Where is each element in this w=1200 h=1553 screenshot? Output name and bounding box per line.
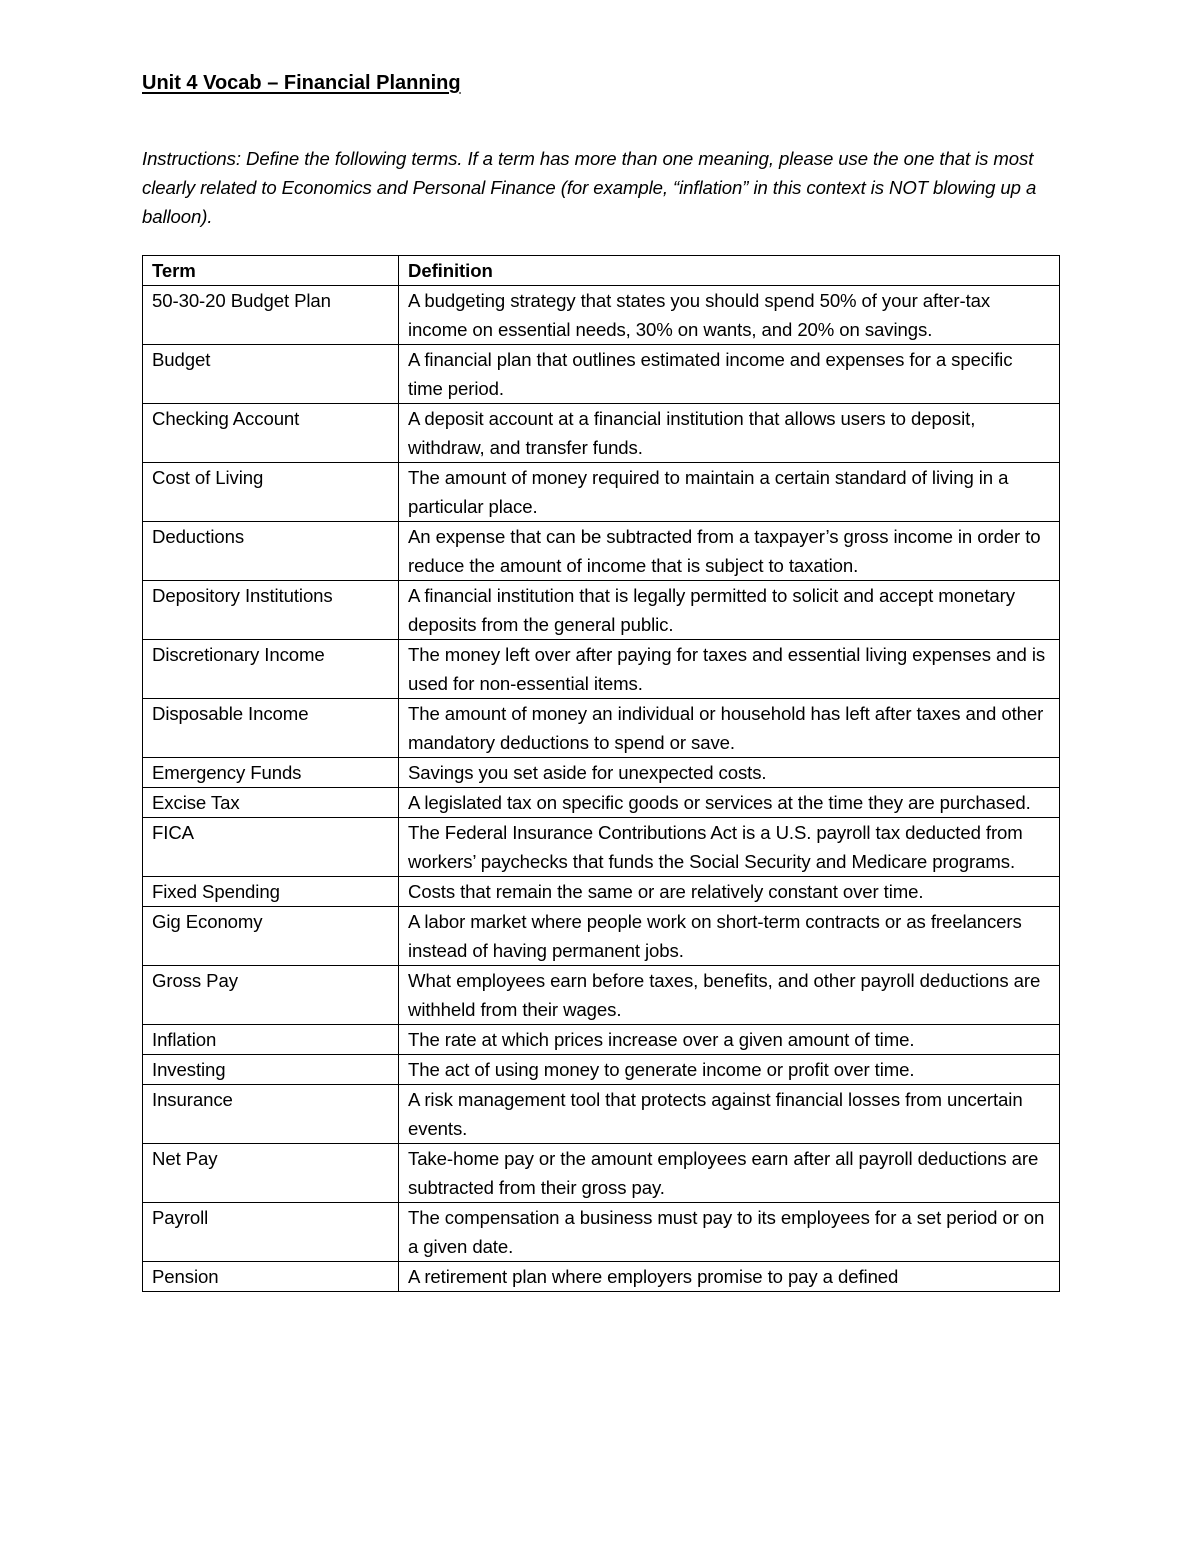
header-definition: Definition — [399, 256, 1060, 286]
term-cell: Gig Economy — [143, 907, 399, 966]
definition-cell: What employees earn before taxes, benefits, and other payroll deductions are withheld from their wages. — [399, 966, 1060, 1025]
term-cell: Cost of Living — [143, 463, 399, 522]
definition-cell: A retirement plan where employers promise to pay a defined — [399, 1262, 1060, 1292]
term-cell: Pension — [143, 1262, 399, 1292]
definition-cell: A labor market where people work on short-term contracts or as freelancers instead of having permanent jobs. — [399, 907, 1060, 966]
instructions-text: Instructions: Define the following terms. If a term has more than one meaning, please use the one that is most clearly related to Economics and Personal Finance (for example, “inflation” in this context is NOT blowing up a balloon). — [142, 148, 1037, 227]
term-cell: Inflation — [143, 1025, 399, 1055]
table-row — [143, 966, 1060, 1025]
table-row — [143, 1203, 1060, 1262]
term-cell: Checking Account — [143, 404, 399, 463]
document-title: Unit 4 Vocab – Financial Planning — [142, 72, 461, 94]
definition-cell: The money left over after paying for taxes and essential living expenses and is used for non-essential items. — [399, 640, 1060, 699]
definition-cell: A financial institution that is legally permitted to solicit and accept monetary deposits from the general public. — [399, 581, 1060, 640]
definition-cell: Take-home pay or the amount employees earn after all payroll deductions are subtracted from their gross pay. — [399, 1144, 1060, 1203]
table-row — [143, 1144, 1060, 1203]
header-term: Term — [143, 256, 399, 286]
table-row — [143, 640, 1060, 699]
term-cell: Investing — [143, 1055, 399, 1085]
definition-cell: A risk management tool that protects against financial losses from uncertain events. — [399, 1085, 1060, 1144]
definition-cell: Savings you set aside for unexpected costs. — [399, 758, 1060, 788]
table-row — [143, 286, 1060, 345]
term-cell: Deductions — [143, 522, 399, 581]
definition-cell: The Federal Insurance Contributions Act is a U.S. payroll tax deducted from workers’ paychecks that funds the Social Security and Medicare programs. — [399, 818, 1060, 877]
table-row — [143, 404, 1060, 463]
definition-cell: A budgeting strategy that states you should spend 50% of your after-tax income on essential needs, 30% on wants, and 20% on savings. — [399, 286, 1060, 345]
definition-cell: An expense that can be subtracted from a taxpayer’s gross income in order to reduce the amount of income that is subject to taxation. — [399, 522, 1060, 581]
term-cell: Excise Tax — [143, 788, 399, 818]
definition-cell: The act of using money to generate income or profit over time. — [399, 1055, 1060, 1085]
term-cell: Depository Institutions — [143, 581, 399, 640]
definition-cell: Costs that remain the same or are relatively constant over time. — [399, 877, 1060, 907]
vocab-table — [142, 255, 1060, 1292]
definition-cell: The amount of money required to maintain a certain standard of living in a particular place. — [399, 463, 1060, 522]
term-cell: FICA — [143, 818, 399, 877]
table-row — [143, 1262, 1060, 1292]
term-cell: Gross Pay — [143, 966, 399, 1025]
definition-cell: The compensation a business must pay to its employees for a set period or on a given date. — [399, 1203, 1060, 1262]
term-cell: Emergency Funds — [143, 758, 399, 788]
table-row — [143, 1055, 1060, 1085]
table-header-row — [143, 256, 1060, 286]
table-row — [143, 1085, 1060, 1144]
table-row — [143, 907, 1060, 966]
term-cell: Payroll — [143, 1203, 399, 1262]
term-cell: Disposable Income — [143, 699, 399, 758]
table-row — [143, 1025, 1060, 1055]
term-cell: Budget — [143, 345, 399, 404]
table-row — [143, 788, 1060, 818]
table-row — [143, 581, 1060, 640]
term-cell: 50-30-20 Budget Plan — [143, 286, 399, 345]
table-row — [143, 345, 1060, 404]
term-cell: Discretionary Income — [143, 640, 399, 699]
term-cell: Fixed Spending — [143, 877, 399, 907]
definition-cell: The rate at which prices increase over a given amount of time. — [399, 1025, 1060, 1055]
term-cell: Net Pay — [143, 1144, 399, 1203]
table-row — [143, 877, 1060, 907]
definition-cell: The amount of money an individual or household has left after taxes and other mandatory deductions to spend or save. — [399, 699, 1060, 758]
table-row — [143, 818, 1060, 877]
table-row — [143, 522, 1060, 581]
table-row — [143, 463, 1060, 522]
definition-cell: A legislated tax on specific goods or services at the time they are purchased. — [399, 788, 1060, 818]
term-cell: Insurance — [143, 1085, 399, 1144]
definition-cell: A deposit account at a financial institution that allows users to deposit, withdraw, and transfer funds. — [399, 404, 1060, 463]
table-row — [143, 699, 1060, 758]
table-row — [143, 758, 1060, 788]
definition-cell: A financial plan that outlines estimated income and expenses for a specific time period. — [399, 345, 1060, 404]
